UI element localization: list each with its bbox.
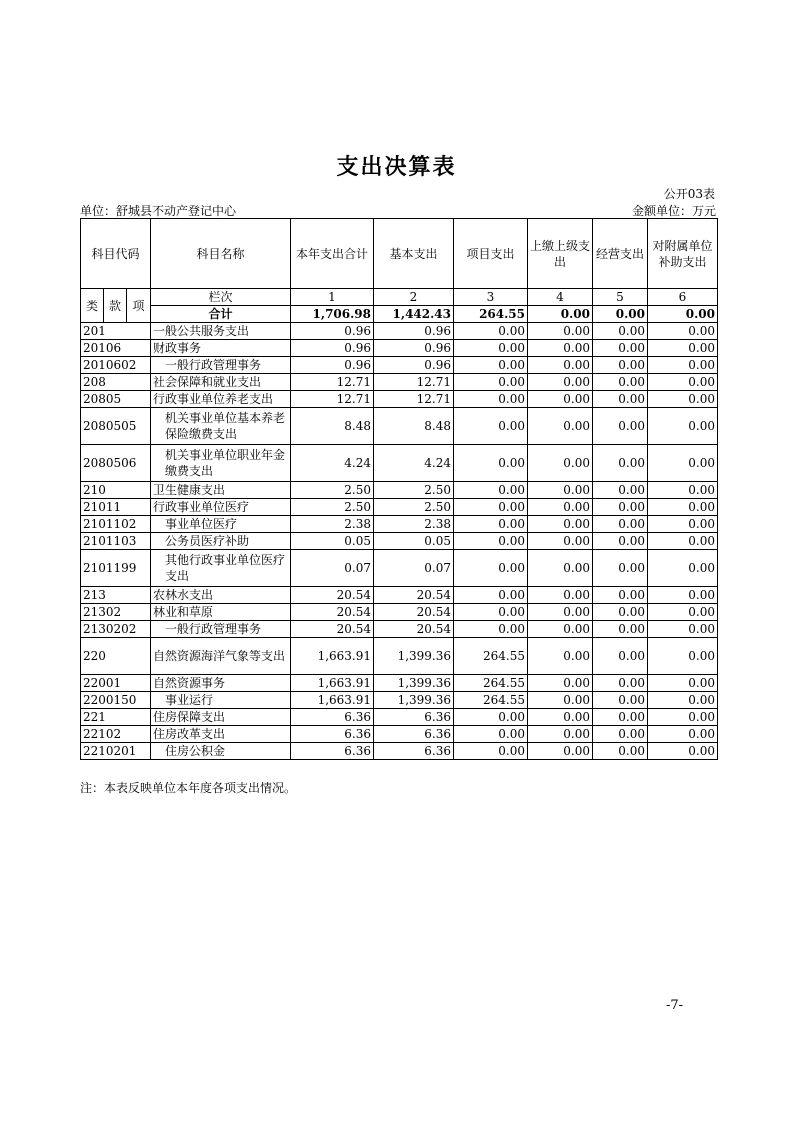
header-subject-name: 科目名称	[151, 219, 291, 289]
amount-cell: 0.00	[593, 445, 648, 482]
header-business: 经营支出	[593, 219, 648, 289]
subject-code: 2080505	[81, 408, 151, 445]
amount-cell: 264.55	[454, 692, 528, 709]
amount-cell: 1,663.91	[291, 638, 374, 675]
subject-code: 2130202	[81, 621, 151, 638]
table-row	[81, 533, 718, 550]
amount-cell: 12.71	[374, 374, 454, 391]
amount-cell: 0.00	[454, 374, 528, 391]
amount-cell: 8.48	[291, 408, 374, 445]
amount-cell: 0.00	[593, 743, 648, 760]
table-row	[81, 499, 718, 516]
header-basic: 基本支出	[374, 219, 454, 289]
amount-cell: 1,663.91	[291, 675, 374, 692]
amount-cell: 1,663.91	[291, 692, 374, 709]
amount-cell: 0.00	[454, 357, 528, 374]
table-body	[81, 219, 718, 760]
subject-code: 2101103	[81, 533, 151, 550]
subject-code: 208	[81, 374, 151, 391]
col-num: 4	[528, 289, 593, 306]
table-row	[81, 743, 718, 760]
amount-cell: 0.00	[593, 550, 648, 587]
amount-cell: 0.00	[593, 482, 648, 499]
subject-name: 一般行政管理事务	[151, 357, 291, 374]
subject-code: 2101102	[81, 516, 151, 533]
page-title: 支出决算表	[336, 154, 457, 180]
amount-cell: 0.00	[454, 587, 528, 604]
amount-cell: 0.00	[593, 357, 648, 374]
amount-cell: 0.00	[528, 357, 593, 374]
page-number: -7-	[666, 998, 684, 1013]
subject-code: 2010602	[81, 357, 151, 374]
meta-line	[80, 202, 716, 218]
col-num: 2	[374, 289, 454, 306]
amount-cell: 0.00	[593, 533, 648, 550]
subject-code: 21302	[81, 604, 151, 621]
amount-cell: 0.96	[374, 340, 454, 357]
amount-cell: 0.00	[648, 516, 718, 533]
amount-cell: 0.00	[454, 726, 528, 743]
col-num: 3	[454, 289, 528, 306]
amount-cell: 0.00	[528, 638, 593, 675]
subject-code: 220	[81, 638, 151, 675]
subject-code: 213	[81, 587, 151, 604]
amount-cell: 0.00	[454, 621, 528, 638]
amount-cell: 264.55	[454, 675, 528, 692]
amount-cell: 264.55	[454, 638, 528, 675]
amount-cell: 0.00	[648, 743, 718, 760]
amount-cell: 0.00	[454, 408, 528, 445]
subject-code: 21011	[81, 499, 151, 516]
header-xiang: 项	[127, 289, 151, 323]
amount-cell: 0.00	[528, 692, 593, 709]
amount-cell: 0.00	[454, 445, 528, 482]
total-value: 264.55	[454, 306, 528, 323]
amount-cell: 0.00	[593, 675, 648, 692]
table-row	[81, 726, 718, 743]
subject-name: 一般公共服务支出	[151, 323, 291, 340]
table-row	[81, 391, 718, 408]
amount-cell: 0.00	[593, 726, 648, 743]
amount-cell: 0.00	[593, 604, 648, 621]
amount-cell: 0.00	[648, 587, 718, 604]
amount-cell: 6.36	[374, 709, 454, 726]
amount-cell: 0.00	[648, 374, 718, 391]
table-row	[81, 408, 718, 445]
subject-code: 210	[81, 482, 151, 499]
amount-cell: 0.00	[648, 323, 718, 340]
amount-cell: 0.00	[454, 604, 528, 621]
subject-code: 20805	[81, 391, 151, 408]
subject-name: 住房公积金	[151, 743, 291, 760]
amount-cell: 0.00	[528, 726, 593, 743]
amount-cell: 20.54	[374, 604, 454, 621]
amount-cell: 0.00	[593, 621, 648, 638]
subject-name: 行政事业单位医疗	[151, 499, 291, 516]
table-row	[81, 445, 718, 482]
table-row	[81, 587, 718, 604]
amount-cell: 0.00	[528, 604, 593, 621]
amount-cell: 0.00	[648, 550, 718, 587]
total-row	[81, 306, 718, 323]
subject-name: 财政事务	[151, 340, 291, 357]
total-value: 1,706.98	[291, 306, 374, 323]
amount-cell: 0.00	[528, 408, 593, 445]
amount-cell: 0.00	[648, 482, 718, 499]
form-code: 公开03表	[663, 187, 715, 201]
subject-name: 一般行政管理事务	[151, 621, 291, 638]
amount-cell: 0.00	[528, 445, 593, 482]
amount-cell: 0.00	[648, 408, 718, 445]
table-row	[81, 357, 718, 374]
amount-cell: 0.00	[454, 516, 528, 533]
amount-cell: 2.50	[374, 499, 454, 516]
amount-cell: 0.00	[528, 499, 593, 516]
amount-cell: 0.00	[648, 621, 718, 638]
amount-cell: 0.00	[648, 499, 718, 516]
amount-cell: 0.96	[374, 357, 454, 374]
subject-name: 社会保障和就业支出	[151, 374, 291, 391]
subject-name: 机关事业单位基本养老保险缴费支出	[151, 408, 291, 445]
amount-cell: 8.48	[374, 408, 454, 445]
amount-cell: 0.05	[291, 533, 374, 550]
amount-cell: 1,399.36	[374, 675, 454, 692]
amount-cell: 0.00	[454, 391, 528, 408]
subject-name: 其他行政事业单位医疗支出	[151, 550, 291, 587]
table-row	[81, 675, 718, 692]
amount-cell: 0.00	[593, 408, 648, 445]
amount-cell: 20.54	[374, 621, 454, 638]
subject-code: 2101199	[81, 550, 151, 587]
total-value: 0.00	[593, 306, 648, 323]
subject-code: 221	[81, 709, 151, 726]
amount-cell: 0.00	[528, 340, 593, 357]
amount-cell: 0.00	[593, 709, 648, 726]
header-lei: 类	[81, 289, 104, 323]
table-row	[81, 692, 718, 709]
col-num: 6	[648, 289, 718, 306]
unit-label: 单位：舒城县不动产登记中心	[80, 204, 237, 218]
amount-cell: 0.00	[454, 743, 528, 760]
footnote: 注：本表反映单位本年度各项支出情况。	[80, 781, 297, 795]
amount-cell: 4.24	[374, 445, 454, 482]
amount-cell: 0.07	[374, 550, 454, 587]
subject-name: 机关事业单位职业年金缴费支出	[151, 445, 291, 482]
table-row	[81, 709, 718, 726]
amount-cell: 0.00	[593, 516, 648, 533]
total-label: 合计	[151, 306, 291, 323]
amount-cell: 0.00	[528, 587, 593, 604]
amount-cell: 0.00	[528, 391, 593, 408]
subject-code: 2210201	[81, 743, 151, 760]
amount-cell: 0.00	[593, 587, 648, 604]
amount-cell: 6.36	[291, 726, 374, 743]
subject-name: 卫生健康支出	[151, 482, 291, 499]
amount-cell: 0.00	[528, 675, 593, 692]
header-row	[81, 219, 718, 289]
amount-cell: 0.96	[291, 357, 374, 374]
amount-cell: 2.38	[374, 516, 454, 533]
amount-cell: 0.00	[593, 340, 648, 357]
amount-cell: 0.00	[454, 499, 528, 516]
subject-name: 事业运行	[151, 692, 291, 709]
amount-cell: 0.00	[648, 340, 718, 357]
amount-cell: 0.00	[593, 374, 648, 391]
amount-cell: 2.50	[291, 482, 374, 499]
table-row	[81, 604, 718, 621]
column-index-label: 栏次	[151, 289, 291, 306]
amount-cell: 0.00	[454, 550, 528, 587]
table-row	[81, 621, 718, 638]
amount-cell: 1,399.36	[374, 638, 454, 675]
header-upper: 上缴上级支出	[528, 219, 593, 289]
column-index-row	[81, 289, 718, 306]
amount-cell: 12.71	[291, 374, 374, 391]
amount-cell: 0.00	[648, 726, 718, 743]
col-num: 5	[593, 289, 648, 306]
amount-unit: 金额单位：万元	[631, 204, 716, 218]
amount-cell: 6.36	[374, 726, 454, 743]
amount-cell: 0.00	[454, 709, 528, 726]
amount-cell: 6.36	[291, 743, 374, 760]
table-row	[81, 340, 718, 357]
subject-code: 2080506	[81, 445, 151, 482]
amount-cell: 6.36	[374, 743, 454, 760]
col-num: 1	[291, 289, 374, 306]
amount-cell: 0.00	[454, 340, 528, 357]
amount-cell: 0.00	[528, 323, 593, 340]
amount-cell: 2.38	[291, 516, 374, 533]
header-total: 本年支出合计	[291, 219, 374, 289]
amount-cell: 0.96	[374, 323, 454, 340]
amount-cell: 0.00	[648, 675, 718, 692]
subject-code: 22102	[81, 726, 151, 743]
amount-cell: 0.00	[528, 709, 593, 726]
amount-cell: 0.00	[454, 482, 528, 499]
subject-code: 2200150	[81, 692, 151, 709]
table-row	[81, 374, 718, 391]
table-row	[81, 323, 718, 340]
subject-code: 22001	[81, 675, 151, 692]
amount-cell: 2.50	[374, 482, 454, 499]
subject-name: 行政事业单位养老支出	[151, 391, 291, 408]
amount-cell: 0.07	[291, 550, 374, 587]
amount-cell: 0.00	[528, 374, 593, 391]
amount-cell: 0.00	[648, 533, 718, 550]
amount-cell: 0.00	[648, 445, 718, 482]
amount-cell: 0.00	[648, 357, 718, 374]
amount-cell: 4.24	[291, 445, 374, 482]
amount-cell: 0.00	[454, 323, 528, 340]
amount-cell: 0.00	[528, 743, 593, 760]
subject-name: 林业和草原	[151, 604, 291, 621]
total-value: 0.00	[528, 306, 593, 323]
amount-cell: 0.00	[528, 516, 593, 533]
header-kuan: 款	[104, 289, 127, 323]
amount-cell: 0.00	[593, 692, 648, 709]
amount-cell: 0.05	[374, 533, 454, 550]
amount-cell: 20.54	[291, 621, 374, 638]
subject-name: 住房改革支出	[151, 726, 291, 743]
subject-name: 自然资源海洋气象等支出	[151, 638, 291, 675]
subject-name: 自然资源事务	[151, 675, 291, 692]
amount-cell: 0.00	[528, 482, 593, 499]
amount-cell: 0.96	[291, 340, 374, 357]
amount-cell: 0.00	[528, 550, 593, 587]
subject-name: 农林水支出	[151, 587, 291, 604]
amount-cell: 0.00	[648, 604, 718, 621]
subject-name: 公务员医疗补助	[151, 533, 291, 550]
amount-cell: 20.54	[374, 587, 454, 604]
amount-cell: 0.00	[528, 621, 593, 638]
amount-cell: 0.00	[648, 709, 718, 726]
table-row	[81, 550, 718, 587]
total-value: 0.00	[648, 306, 718, 323]
amount-cell: 0.00	[593, 499, 648, 516]
subject-name: 事业单位医疗	[151, 516, 291, 533]
subject-name: 住房保障支出	[151, 709, 291, 726]
amount-cell: 0.00	[593, 638, 648, 675]
amount-cell: 2.50	[291, 499, 374, 516]
header-subsidy: 对附属单位补助支出	[648, 219, 718, 289]
amount-cell: 0.00	[648, 638, 718, 675]
subject-code: 201	[81, 323, 151, 340]
total-value: 1,442.43	[374, 306, 454, 323]
amount-cell: 0.00	[648, 391, 718, 408]
expenditure-table	[80, 218, 718, 760]
table-row	[81, 516, 718, 533]
amount-cell: 0.00	[528, 533, 593, 550]
amount-cell: 0.96	[291, 323, 374, 340]
amount-cell: 20.54	[291, 604, 374, 621]
amount-cell: 6.36	[291, 709, 374, 726]
amount-cell: 0.00	[593, 391, 648, 408]
amount-cell: 0.00	[593, 323, 648, 340]
amount-cell: 12.71	[291, 391, 374, 408]
amount-cell: 0.00	[648, 692, 718, 709]
header-project: 项目支出	[454, 219, 528, 289]
amount-cell: 1,399.36	[374, 692, 454, 709]
amount-cell: 12.71	[374, 391, 454, 408]
table-row	[81, 482, 718, 499]
header-subject-code: 科目代码	[81, 219, 151, 289]
amount-cell: 20.54	[291, 587, 374, 604]
amount-cell: 0.00	[454, 533, 528, 550]
table-row	[81, 638, 718, 675]
subject-code: 20106	[81, 340, 151, 357]
